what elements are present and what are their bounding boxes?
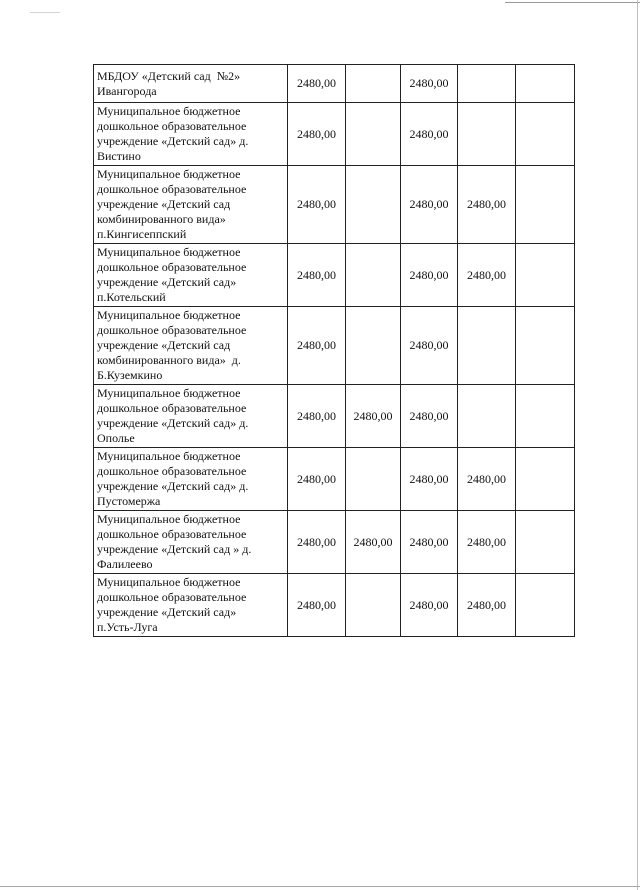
amount-cell: 2480,00 — [401, 574, 458, 637]
amount-cell — [516, 244, 575, 307]
amount-cell — [516, 65, 575, 103]
institution-name-line: п.Котельский — [97, 290, 166, 304]
institution-name-cell — [94, 574, 288, 637]
institution-name-line: дошкольное образовательное — [97, 323, 247, 337]
amount-cell: 2480,00 — [401, 448, 458, 511]
scan-artifact-top-line — [505, 2, 640, 3]
institution-name-line: учреждение «Детский сад» — [97, 605, 237, 619]
table-row — [94, 244, 575, 307]
institution-name-line: учреждение «Детский сад» д. — [97, 134, 249, 148]
amount-cell: 2480,00 — [458, 574, 516, 637]
amount-cell — [458, 103, 516, 166]
amount-cell: 2480,00 — [458, 511, 516, 574]
institution-name-line: Муниципальное бюджетное — [97, 386, 241, 400]
scan-artifact-bottom-edge — [0, 886, 640, 887]
institution-name-line: дошкольное образовательное — [97, 590, 247, 604]
amount-cell: 2480,00 — [458, 448, 516, 511]
amount-cell — [346, 307, 401, 385]
amount-cell: 2480,00 — [401, 307, 458, 385]
institution-name-line: Муниципальное бюджетное — [97, 512, 241, 526]
table-row — [94, 166, 575, 244]
institution-name-line: Муниципальное бюджетное — [97, 167, 241, 181]
institution-name-line: Муниципальное бюджетное — [97, 308, 241, 322]
institution-name-line: комбинированного вида» д. — [97, 353, 241, 367]
amount-cell — [346, 166, 401, 244]
institution-name-line: учреждение «Детский сад» д. — [97, 416, 249, 430]
amount-cell: 2480,00 — [288, 574, 346, 637]
institution-name-line: Муниципальное бюджетное — [97, 449, 241, 463]
institution-name-line: учреждение «Детский сад» д. — [97, 479, 249, 493]
institution-name-line: Муниципальное бюджетное — [97, 575, 241, 589]
institution-name-line: Ивангорода — [97, 83, 157, 98]
amount-cell: 2480,00 — [288, 511, 346, 574]
institution-name-cell — [94, 244, 288, 307]
amount-cell: 2480,00 — [346, 511, 401, 574]
institution-name-line: Вистино — [97, 149, 141, 163]
institution-name-line: МБДОУ «Детский сад №2» — [97, 68, 241, 83]
amount-cell — [346, 65, 401, 103]
table-row — [94, 103, 575, 166]
amount-cell — [516, 307, 575, 385]
amount-cell: 2480,00 — [458, 244, 516, 307]
amount-cell: 2480,00 — [401, 65, 458, 103]
institution-name-line: Б.Куземкино — [97, 368, 163, 382]
kindergarten-budget-table — [93, 64, 575, 637]
institution-name-line: дошкольное образовательное — [97, 260, 247, 274]
institution-name-line: учреждение «Детский сад » д. — [97, 542, 252, 556]
institution-name-line: Пустомержа — [97, 494, 161, 508]
institution-name-line: дошкольное образовательное — [97, 464, 247, 478]
table-row — [94, 65, 575, 103]
table-row — [94, 511, 575, 574]
table-row — [94, 574, 575, 637]
amount-cell: 2480,00 — [288, 385, 346, 448]
institution-name-line: Муниципальное бюджетное — [97, 245, 241, 259]
institution-name-cell — [94, 511, 288, 574]
institution-name-line: Муниципальное бюджетное — [97, 104, 241, 118]
amount-cell: 2480,00 — [288, 307, 346, 385]
amount-cell — [516, 448, 575, 511]
institution-name-line: учреждение «Детский сад — [97, 197, 231, 211]
institution-name-line: дошкольное образовательное — [97, 119, 247, 133]
institution-name-line: дошкольное образовательное — [97, 527, 247, 541]
institution-name-line: п.Кингисеппский — [97, 227, 187, 241]
institution-name-line: комбинированного вида» — [97, 212, 226, 226]
table-row — [94, 448, 575, 511]
institution-name-cell — [94, 307, 288, 385]
amount-cell — [346, 103, 401, 166]
institution-name-line: дошкольное образовательное — [97, 401, 247, 415]
amount-cell: 2480,00 — [288, 65, 346, 103]
scan-artifact-corner-mark — [30, 12, 60, 13]
amount-cell — [516, 103, 575, 166]
table-body — [94, 65, 575, 637]
amount-cell — [346, 448, 401, 511]
institution-name-line: Фалилеево — [97, 557, 153, 571]
institution-name-line: учреждение «Детский сад — [97, 338, 231, 352]
amount-cell — [516, 385, 575, 448]
amount-cell: 2480,00 — [401, 166, 458, 244]
amount-cell — [346, 574, 401, 637]
amount-cell — [458, 307, 516, 385]
amount-cell: 2480,00 — [401, 103, 458, 166]
amount-cell: 2480,00 — [346, 385, 401, 448]
scan-artifact-right-edge — [637, 0, 638, 890]
amount-cell: 2480,00 — [288, 244, 346, 307]
institution-name-line: дошкольное образовательное — [97, 182, 247, 196]
amount-cell: 2480,00 — [458, 166, 516, 244]
amount-cell: 2480,00 — [401, 385, 458, 448]
table-row — [94, 307, 575, 385]
amount-cell — [516, 574, 575, 637]
amount-cell — [516, 511, 575, 574]
institution-name-cell — [94, 65, 288, 103]
institution-name-cell — [94, 385, 288, 448]
institution-name-line: п.Усть-Луга — [97, 620, 158, 634]
amount-cell — [458, 65, 516, 103]
amount-cell: 2480,00 — [288, 103, 346, 166]
amount-cell: 2480,00 — [288, 166, 346, 244]
amount-cell — [346, 244, 401, 307]
amount-cell: 2480,00 — [288, 448, 346, 511]
institution-name-cell — [94, 448, 288, 511]
amount-cell: 2480,00 — [401, 244, 458, 307]
institution-name-line: Ополье — [97, 431, 135, 445]
table-row — [94, 385, 575, 448]
institution-name-cell — [94, 103, 288, 166]
amount-cell — [516, 166, 575, 244]
institution-name-cell — [94, 166, 288, 244]
amount-cell — [458, 385, 516, 448]
amount-cell: 2480,00 — [401, 511, 458, 574]
institution-name-line: учреждение «Детский сад» — [97, 275, 237, 289]
